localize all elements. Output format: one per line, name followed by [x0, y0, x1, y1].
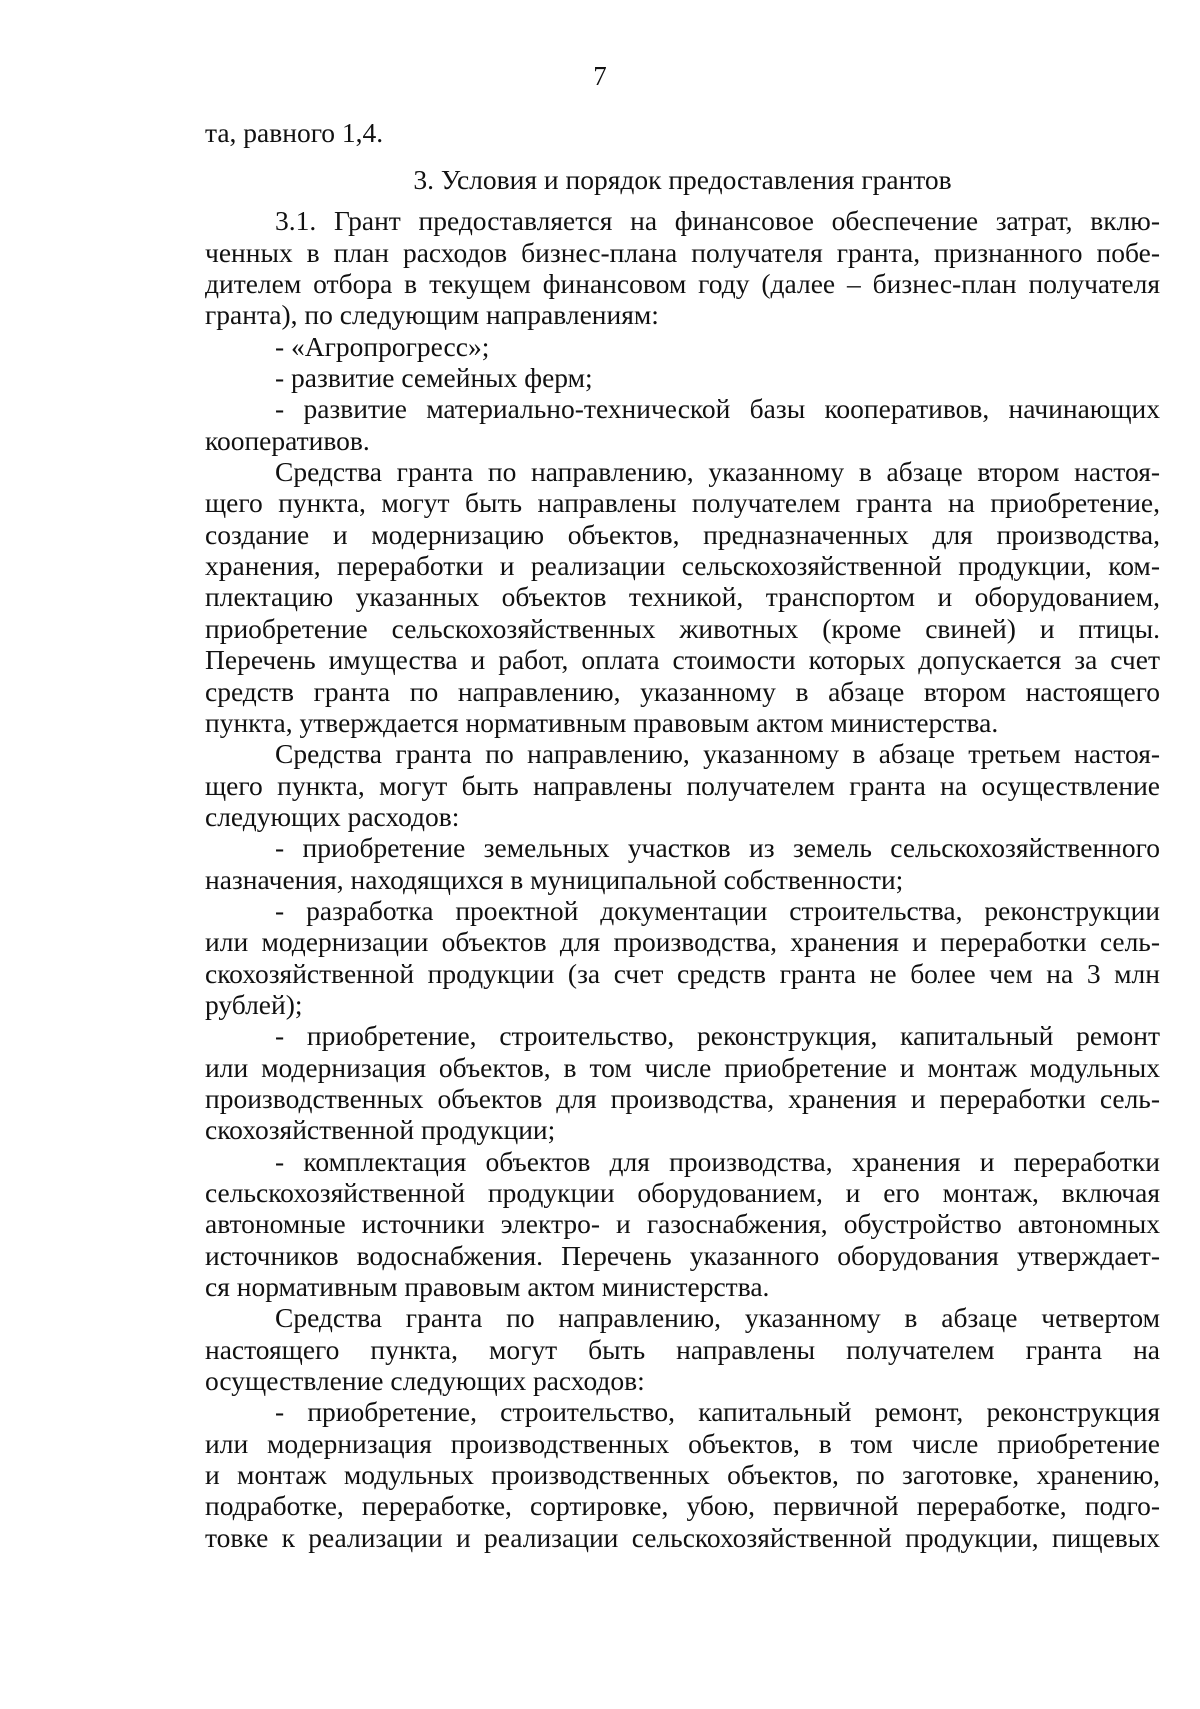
text-line: или модернизация производственных объектов, в том числе приобретение — [205, 1427, 1160, 1459]
text-line: дителем отбора в текущем финансовом году (далее – бизнес-план получателя — [205, 268, 1160, 300]
text-line: Средства гранта по направлению, указанному в абзаце третьем настоя- — [275, 738, 1160, 770]
text-line: приобретение сельскохозяйственных животных (кроме свиней) и птицы. — [205, 612, 1160, 644]
spacer — [205, 148, 1160, 162]
text-line: источников водоснабжения. Перечень указанного оборудования утверждает- — [205, 1239, 1160, 1271]
text-line: скохозяйственной продукции (за счет средств гранта не более чем на 3 млн — [205, 957, 1160, 989]
text-line: - комплектация объектов для производства, хранения и переработки — [275, 1145, 1160, 1177]
text-line: скохозяйственной продукции; — [205, 1114, 556, 1146]
text-line: настоящего пункта, могут быть направлены получателем гранта на — [205, 1333, 1160, 1365]
text-line: хранения, переработки и реализации сельскохозяйственной продукции, ком- — [205, 550, 1160, 582]
text-line: щего пункта, могут быть направлены получателем гранта на приобретение, — [205, 487, 1160, 519]
body-lines — [205, 205, 1160, 1553]
text-line: создание и модернизацию объектов, предназначенных для производства, — [205, 518, 1160, 550]
text-line: Средства гранта по направлению, указанному в абзаце втором настоя- — [275, 456, 1160, 488]
text-line: Средства гранта по направлению, указанному в абзаце четвертом — [275, 1302, 1160, 1334]
document-body — [205, 117, 1160, 1553]
text-line: рублей); — [205, 988, 303, 1020]
text-line: следующих расходов: — [205, 800, 460, 832]
text-line: назначения, находящихся в муниципальной собственности; — [205, 863, 904, 895]
text-line: кооперативов. — [205, 424, 370, 456]
text-line: пункта, утверждается нормативным правовым актом министерства. — [205, 706, 999, 738]
text-line: 3.1. Грант предоставляется на финансовое обеспечение затрат, вклю- — [275, 205, 1160, 237]
text-line: Перечень имущества и работ, оплата стоимости которых допускается за счет — [205, 644, 1160, 676]
section-heading: 3. Условия и порядок предоставления грантов — [413, 164, 952, 196]
opening-fragment: та, равного 1,4. — [205, 117, 384, 148]
text-line: подработке, переработке, сортировке, убою, первичной переработке, подго- — [205, 1490, 1160, 1522]
text-line: - приобретение, строительство, капитальный ремонт, реконструкция — [275, 1396, 1160, 1428]
text-line: щего пункта, могут быть направлены получателем гранта на осуществление — [205, 769, 1160, 801]
text-line: - развитие семейных ферм; — [275, 362, 593, 394]
page-number: 7 — [593, 61, 607, 91]
text-line: автономные источники электро- и газоснабжения, обустройство автономных — [205, 1208, 1160, 1240]
text-line: товке к реализации и реализации сельскохозяйственной продукции, пищевых — [205, 1521, 1160, 1553]
text-line: - приобретение, строительство, реконструкция, капитальный ремонт — [275, 1020, 1160, 1052]
text-line: - развитие материально-технической базы кооперативов, начинающих — [275, 393, 1160, 425]
text-line: гранта), по следующим направлениям: — [205, 299, 659, 331]
text-line: средств гранта по направлению, указанному в абзаце втором настоящего — [205, 675, 1160, 707]
text-line: ченных в план расходов бизнес-плана получателя гранта, признанного побе- — [205, 236, 1160, 268]
text-line: или модернизация объектов, в том числе приобретение и монтаж модульных — [205, 1051, 1160, 1083]
text-line: ся нормативным правовым актом министерства. — [205, 1271, 770, 1303]
text-line: сельскохозяйственной продукции оборудованием, и его монтаж, включая — [205, 1177, 1160, 1208]
text-line: - разработка проектной документации строительства, реконструкции — [275, 894, 1160, 926]
text-line: производственных объектов для производства, хранения и переработки сель- — [205, 1082, 1160, 1114]
text-line: или модернизации объектов для производства, хранения и переработки сель- — [205, 926, 1160, 958]
text-line: осуществление следующих расходов: — [205, 1365, 645, 1397]
text-line: плектацию указанных объектов техникой, транспортом и оборудованием, — [205, 581, 1160, 613]
text-line: - приобретение земельных участков из земель сельскохозяйственного — [275, 832, 1160, 864]
spacer — [205, 198, 1160, 205]
text-line: и монтаж модульных производственных объектов, по заготовке, хранению, — [205, 1459, 1160, 1491]
text-line: - «Агропрогресс»; — [275, 330, 490, 362]
